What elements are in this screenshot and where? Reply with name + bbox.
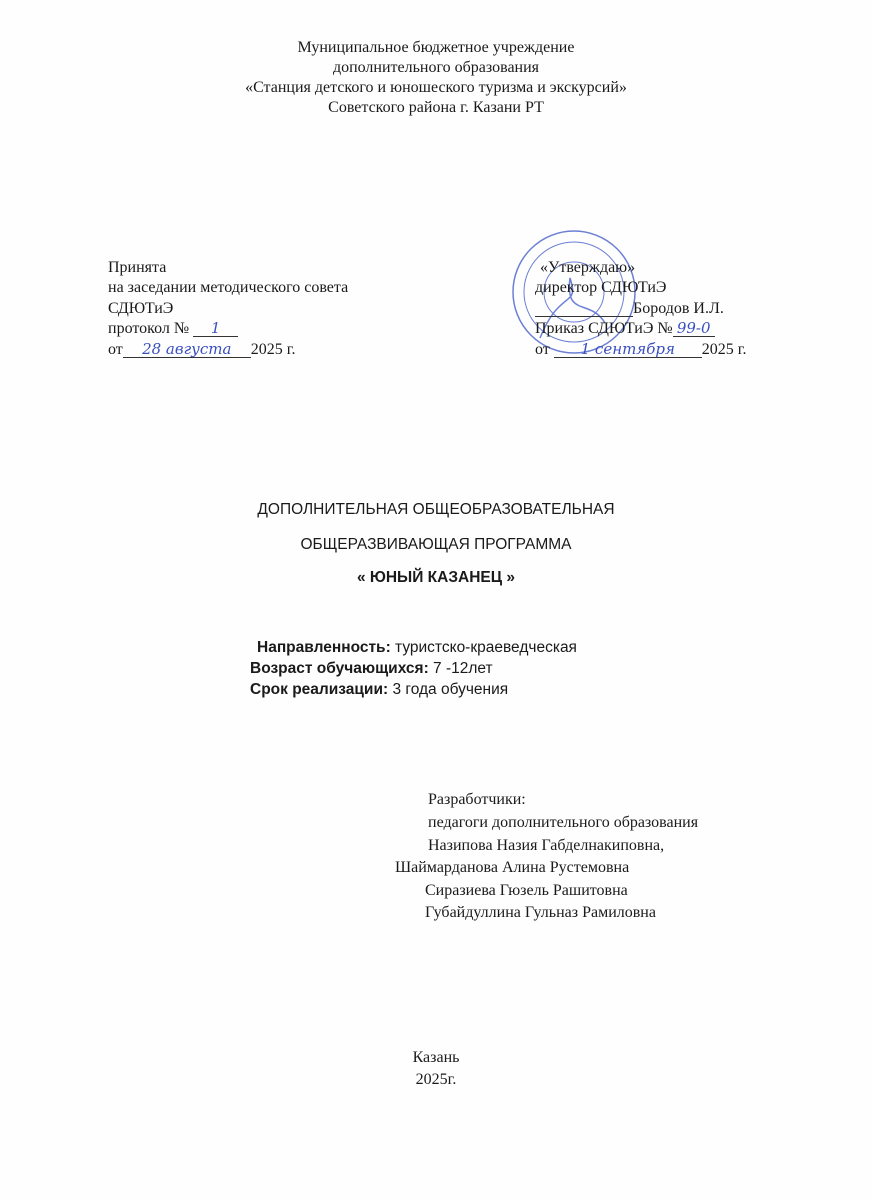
approved-position: директор СДЮТиЭ: [535, 279, 667, 296]
developer-name: Сиразиева Гюзель Рашитовна: [425, 882, 628, 899]
developer-name: Шаймарданова Алина Рустемовна: [395, 859, 630, 876]
director-name: Бородов И.Л.: [633, 300, 724, 317]
developer-name: Губайдуллина Гульназ Рамиловна: [425, 904, 656, 921]
accepted-label: Принята: [108, 259, 167, 276]
direction-value: туристско-краеведческая: [390, 639, 577, 656]
developers-label: Разработчики:: [428, 791, 526, 808]
approved-label: «Утверждаю»: [540, 259, 636, 276]
order-label: Приказ СДЮТиЭ №: [535, 320, 673, 337]
protocol-label: протокол №: [108, 320, 190, 337]
approved-date: 1 сентября: [554, 341, 702, 358]
protocol-number: 1: [193, 320, 238, 337]
developers-role: педагоги дополнительного образования: [428, 814, 699, 831]
direction-label: Направленность:: [257, 639, 391, 656]
accepted-council: на заседании методического совета: [108, 279, 349, 296]
header-line: Советского района г. Казани РТ: [328, 99, 544, 116]
header-line: «Станция детского и юношеского туризма и экскурсий»: [245, 79, 627, 96]
developer-name: Назипова Назия Габделнакиповна,: [428, 837, 665, 854]
age-label: Возраст обучающихся:: [250, 660, 429, 677]
program-title-line: ОБЩЕРАЗВИВАЮЩАЯ ПРОГРАММА: [300, 536, 572, 553]
accepted-org: СДЮТиЭ: [108, 300, 174, 317]
date-prefix: от: [535, 341, 550, 358]
header-line: дополнительного образования: [332, 59, 540, 76]
footer-city: Казань: [412, 1049, 460, 1066]
term-value: 3 года обучения: [388, 681, 509, 698]
footer-year: 2025г.: [415, 1071, 457, 1088]
accepted-year: 2025 г.: [250, 341, 296, 358]
term-label: Срок реализации:: [250, 681, 389, 698]
accepted-date: 28 августа: [123, 341, 251, 358]
approved-year: 2025 г.: [701, 341, 747, 358]
date-prefix: от: [108, 341, 123, 358]
age-value: 7 -12лет: [428, 660, 493, 677]
header-line: Муниципальное бюджетное учреждение: [297, 39, 575, 56]
program-name: « ЮНЫЙ КАЗАНЕЦ »: [356, 569, 516, 586]
order-number: 99-0: [673, 320, 715, 337]
program-title-line: ДОПОЛНИТЕЛЬНАЯ ОБЩЕОБРАЗОВАТЕЛЬНАЯ: [257, 501, 615, 518]
